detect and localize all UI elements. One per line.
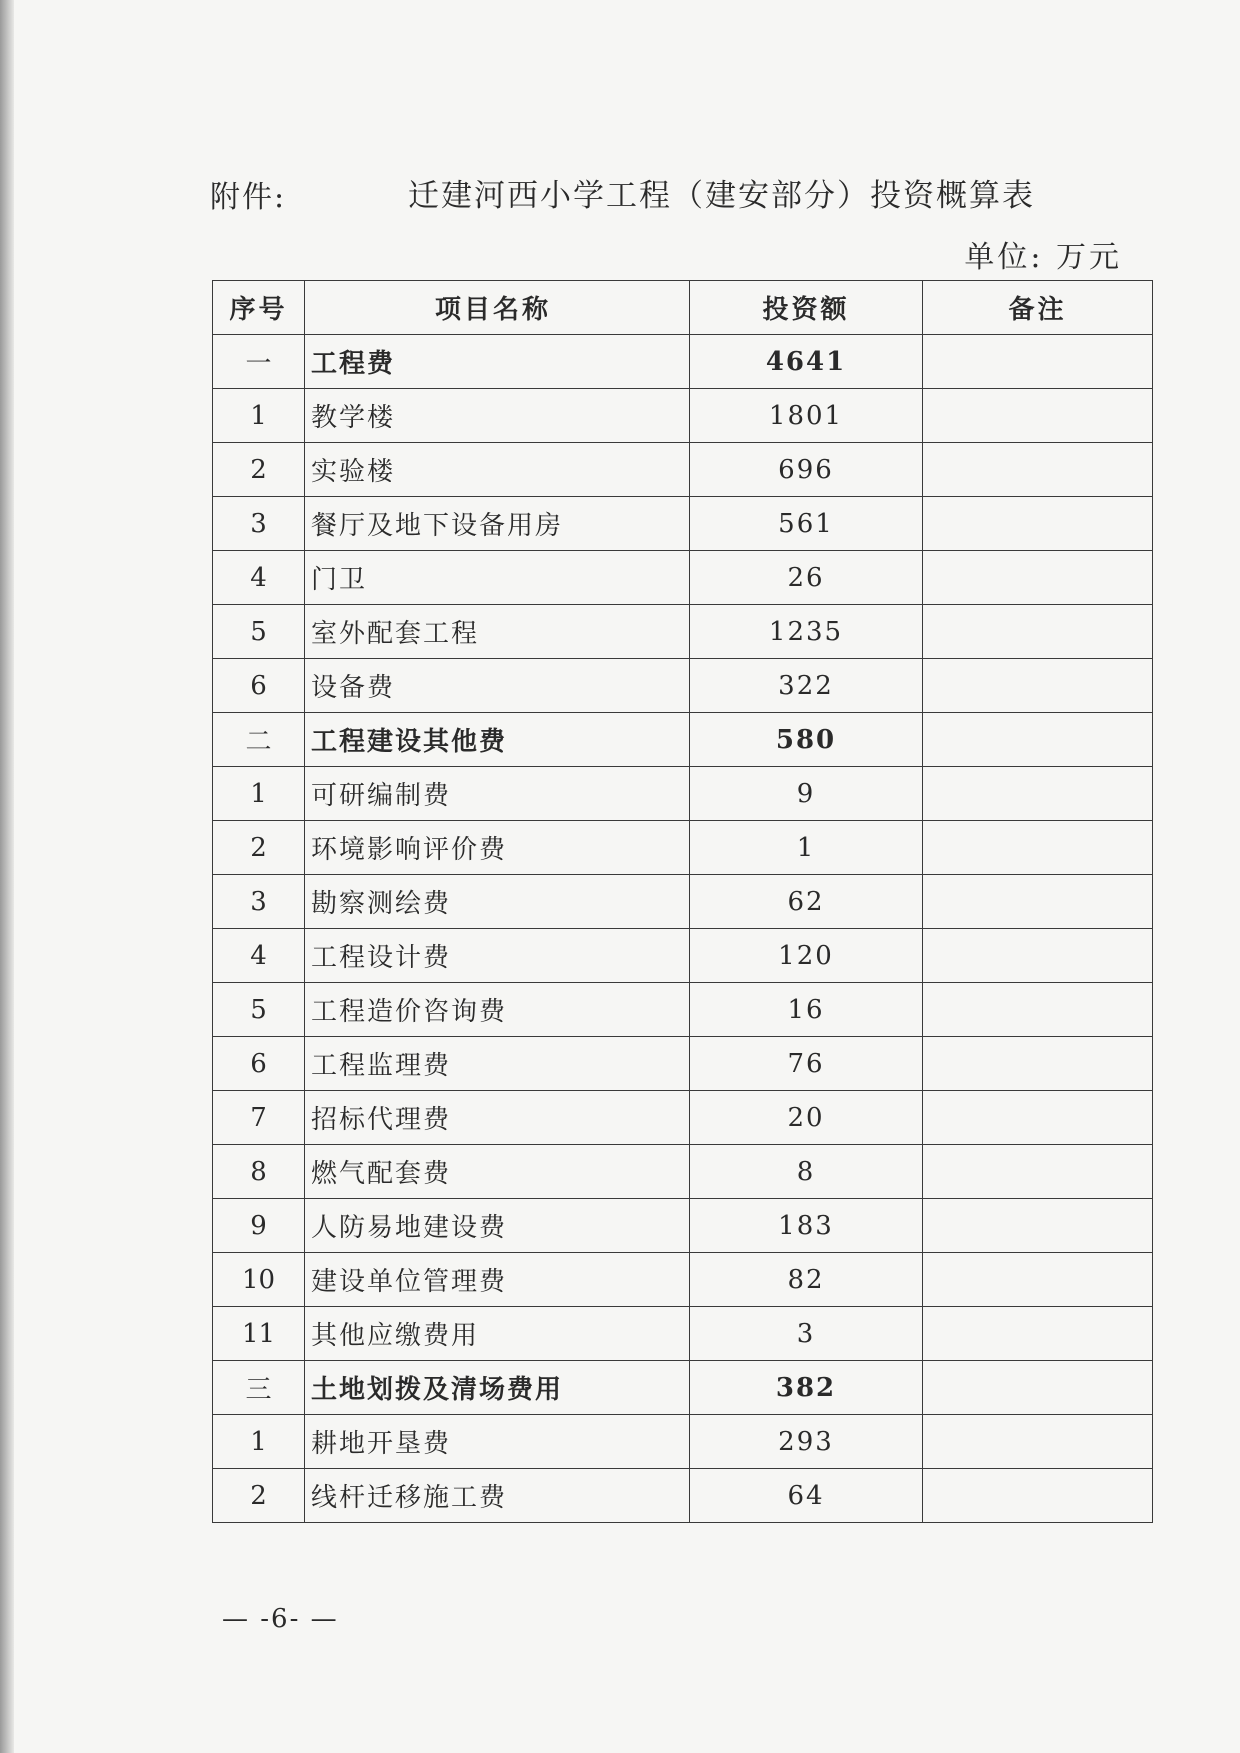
- row-name-cell: 建设单位管理费: [305, 1253, 690, 1307]
- column-header-seq: 序号: [213, 281, 305, 335]
- row-seq-cell: 10: [213, 1253, 305, 1307]
- table-row: [213, 659, 1153, 713]
- row-name-cell: 室外配套工程: [305, 605, 690, 659]
- row-name-cell: 工程费: [305, 335, 690, 389]
- row-amount-cell: 322: [690, 659, 923, 713]
- row-amount-cell: 64: [690, 1469, 923, 1523]
- row-amount-cell: 20: [690, 1091, 923, 1145]
- page-number: — -6- —: [222, 1604, 339, 1634]
- budget-table-body: [213, 335, 1153, 1523]
- row-seq-cell: 1: [213, 1415, 305, 1469]
- row-name-cell: 环境影响评价费: [305, 821, 690, 875]
- row-amount-cell: 120: [690, 929, 923, 983]
- row-amount-cell: 16: [690, 983, 923, 1037]
- row-name-cell: 实验楼: [305, 443, 690, 497]
- table-row: [213, 767, 1153, 821]
- section-row: [213, 713, 1153, 767]
- table-row: [213, 605, 1153, 659]
- row-amount-cell: 76: [690, 1037, 923, 1091]
- table-row: [213, 1469, 1153, 1523]
- row-amount-cell: 4641: [690, 335, 923, 389]
- row-seq-cell: 7: [213, 1091, 305, 1145]
- row-seq-cell: 9: [213, 1199, 305, 1253]
- row-note-cell: [923, 605, 1153, 659]
- row-note-cell: [923, 443, 1153, 497]
- scan-page-edge: [0, 0, 14, 1753]
- row-seq-cell: 1: [213, 389, 305, 443]
- row-note-cell: [923, 1037, 1153, 1091]
- row-seq-cell: 8: [213, 1145, 305, 1199]
- row-amount-cell: 8: [690, 1145, 923, 1199]
- row-name-cell: 教学楼: [305, 389, 690, 443]
- row-name-cell: 工程造价咨询费: [305, 983, 690, 1037]
- table-row: [213, 1307, 1153, 1361]
- table-row: [213, 821, 1153, 875]
- row-name-cell: 人防易地建设费: [305, 1199, 690, 1253]
- row-amount-cell: 82: [690, 1253, 923, 1307]
- row-seq-cell: 二: [213, 713, 305, 767]
- row-seq-cell: 2: [213, 821, 305, 875]
- section-row: [213, 1361, 1153, 1415]
- table-header-row: [213, 281, 1153, 335]
- row-name-cell: 可研编制费: [305, 767, 690, 821]
- row-note-cell: [923, 1415, 1153, 1469]
- row-seq-cell: 6: [213, 659, 305, 713]
- row-name-cell: 招标代理费: [305, 1091, 690, 1145]
- row-note-cell: [923, 1199, 1153, 1253]
- table-row: [213, 983, 1153, 1037]
- row-seq-cell: 三: [213, 1361, 305, 1415]
- row-note-cell: [923, 1253, 1153, 1307]
- table-row: [213, 389, 1153, 443]
- document-title: 迁建河西小学工程（建安部分）投资概算表: [408, 178, 1035, 214]
- row-note-cell: [923, 875, 1153, 929]
- row-name-cell: 土地划拨及清场费用: [305, 1361, 690, 1415]
- row-name-cell: 勘察测绘费: [305, 875, 690, 929]
- row-seq-cell: 4: [213, 551, 305, 605]
- row-seq-cell: 1: [213, 767, 305, 821]
- row-seq-cell: 3: [213, 497, 305, 551]
- row-seq-cell: 11: [213, 1307, 305, 1361]
- row-name-cell: 线杆迁移施工费: [305, 1469, 690, 1523]
- row-note-cell: [923, 1307, 1153, 1361]
- row-amount-cell: 561: [690, 497, 923, 551]
- row-amount-cell: 3: [690, 1307, 923, 1361]
- attachment-label: 附件:: [210, 180, 287, 215]
- table-row: [213, 497, 1153, 551]
- row-seq-cell: 6: [213, 1037, 305, 1091]
- table-row: [213, 551, 1153, 605]
- row-seq-cell: 5: [213, 605, 305, 659]
- table-row: [213, 1253, 1153, 1307]
- row-seq-cell: 4: [213, 929, 305, 983]
- row-name-cell: 门卫: [305, 551, 690, 605]
- row-note-cell: [923, 1469, 1153, 1523]
- table-row: [213, 1037, 1153, 1091]
- table-row: [213, 929, 1153, 983]
- row-seq-cell: 一: [213, 335, 305, 389]
- column-header-name: 项目名称: [305, 281, 690, 335]
- table-row: [213, 1199, 1153, 1253]
- column-header-amount: 投资额: [690, 281, 923, 335]
- row-name-cell: 工程监理费: [305, 1037, 690, 1091]
- row-seq-cell: 2: [213, 1469, 305, 1523]
- row-note-cell: [923, 713, 1153, 767]
- row-note-cell: [923, 389, 1153, 443]
- column-header-note: 备注: [923, 281, 1153, 335]
- row-name-cell: 燃气配套费: [305, 1145, 690, 1199]
- row-amount-cell: 183: [690, 1199, 923, 1253]
- budget-table: [212, 280, 1153, 1523]
- row-name-cell: 其他应缴费用: [305, 1307, 690, 1361]
- row-note-cell: [923, 1091, 1153, 1145]
- table-row: [213, 1415, 1153, 1469]
- unit-label: 单位: 万元: [964, 240, 1122, 275]
- row-seq-cell: 3: [213, 875, 305, 929]
- row-name-cell: 工程建设其他费: [305, 713, 690, 767]
- row-note-cell: [923, 929, 1153, 983]
- row-amount-cell: 293: [690, 1415, 923, 1469]
- table-row: [213, 875, 1153, 929]
- row-amount-cell: 696: [690, 443, 923, 497]
- row-seq-cell: 2: [213, 443, 305, 497]
- table-row: [213, 443, 1153, 497]
- row-amount-cell: 1801: [690, 389, 923, 443]
- row-name-cell: 工程设计费: [305, 929, 690, 983]
- row-note-cell: [923, 335, 1153, 389]
- row-name-cell: 餐厅及地下设备用房: [305, 497, 690, 551]
- table-row: [213, 1145, 1153, 1199]
- row-amount-cell: 62: [690, 875, 923, 929]
- row-amount-cell: 1235: [690, 605, 923, 659]
- row-seq-cell: 5: [213, 983, 305, 1037]
- row-note-cell: [923, 767, 1153, 821]
- row-note-cell: [923, 821, 1153, 875]
- row-amount-cell: 26: [690, 551, 923, 605]
- row-note-cell: [923, 659, 1153, 713]
- row-note-cell: [923, 983, 1153, 1037]
- row-note-cell: [923, 551, 1153, 605]
- row-note-cell: [923, 1145, 1153, 1199]
- row-amount-cell: 9: [690, 767, 923, 821]
- row-amount-cell: 1: [690, 821, 923, 875]
- row-note-cell: [923, 1361, 1153, 1415]
- row-amount-cell: 580: [690, 713, 923, 767]
- row-name-cell: 设备费: [305, 659, 690, 713]
- section-row: [213, 335, 1153, 389]
- row-amount-cell: 382: [690, 1361, 923, 1415]
- row-name-cell: 耕地开垦费: [305, 1415, 690, 1469]
- table-row: [213, 1091, 1153, 1145]
- row-note-cell: [923, 497, 1153, 551]
